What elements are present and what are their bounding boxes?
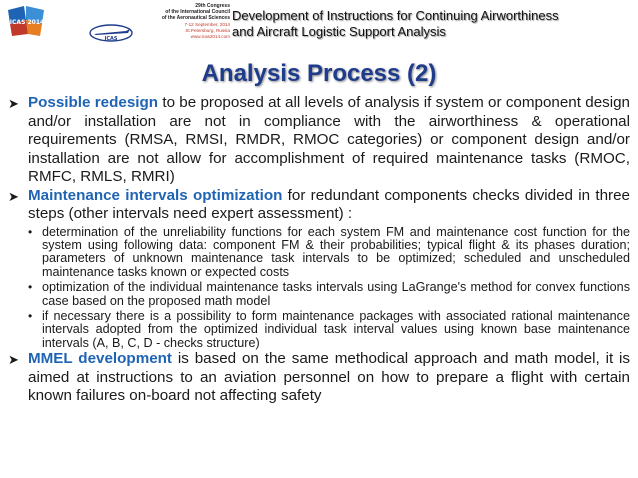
bullet-mmel-development [8,350,630,406]
header-title-line-1: Development of Instructions for Continuing Airworthiness [232,8,559,23]
bullet-maintenance-intervals [8,187,630,224]
arrow-bullet-icon: ➤ [8,188,19,204]
sub-bullet-text: determination of the unreliability functions for each system FM and maintenance cost function for the system using following data: component FM & their probabilities; typical flight & its phases duration; parameters of unknown maintenance task intervals to be optimized; scheduled and unscheduled maintenance tasks known or expected costs [42,224,630,279]
icas-logo-text: ICAS 2014 [9,19,45,26]
slide-header [0,0,638,62]
bullet-text: for redundant components checks divided in three steps (other intervals need expert assessment) : [28,186,630,222]
congress-line-1: 29th Congress [195,3,230,9]
sub-bullet-text: if necessary there is a possibility to form maintenance packages with associated rational maintenance intervals adopted from the optimized individual task interval values using known base maintenance intervals (A, B, C, D - checks structure) [42,308,630,350]
sub-bullet-2 [8,281,630,308]
arrow-bullet-icon: ➤ [8,352,19,368]
sub-bullet-3 [8,310,630,350]
bullet-highlight: MMEL development [28,350,172,368]
aircraft-logo [88,22,134,44]
slide-content [8,94,630,406]
sub-bullet-text: optimization of the individual maintenance tasks intervals using LaGrange's method for convex functions case based on the proposed math model [42,280,630,308]
congress-line-3: of the Aeronautical Sciences [161,15,230,22]
congress-line-6: www.icas2014.com [190,34,230,40]
slide-title: Analysis Process (2) [201,60,437,87]
aircraft-logo-text: ICAS [104,36,118,42]
icas-logo [4,2,50,42]
congress-line-5: St.Petersburg, Russia [185,27,230,33]
congress-line-4: 7-12 September, 2014 [184,21,230,27]
header-title-line-2: and Aircraft Logistic Support Analysis [232,24,446,39]
bullet-highlight: Possible redesign [28,94,159,111]
header-title [232,8,632,40]
arrow-bullet-icon: ➤ [8,96,19,111]
congress-line-2: of the International Council [165,9,230,16]
dot-bullet-icon: • [28,280,33,295]
bullet-text: to be proposed at all levels of analysis if system or component design and/or installation are not in compliance with the airworthiness & operational requirements (RMSA, RMSI, RMDR, RMOC categories) or component design and/or installation are not allow for accomplishment of required maintenance tasks (RMOC, RMFC, RMLS, RMRI) [28,94,630,185]
bullet-possible-redesign [8,94,630,187]
sub-bullet-1 [8,226,630,280]
bullet-highlight: Maintenance intervals optimization [28,186,283,204]
bullet-text: is based on the same methodical approach and math model, it is aimed at instructions to an aviation personnel on how to prepare a flight with certain known failures on-board not affecting safety [28,350,630,405]
dot-bullet-icon: • [28,224,33,239]
dot-bullet-icon: • [28,308,33,323]
